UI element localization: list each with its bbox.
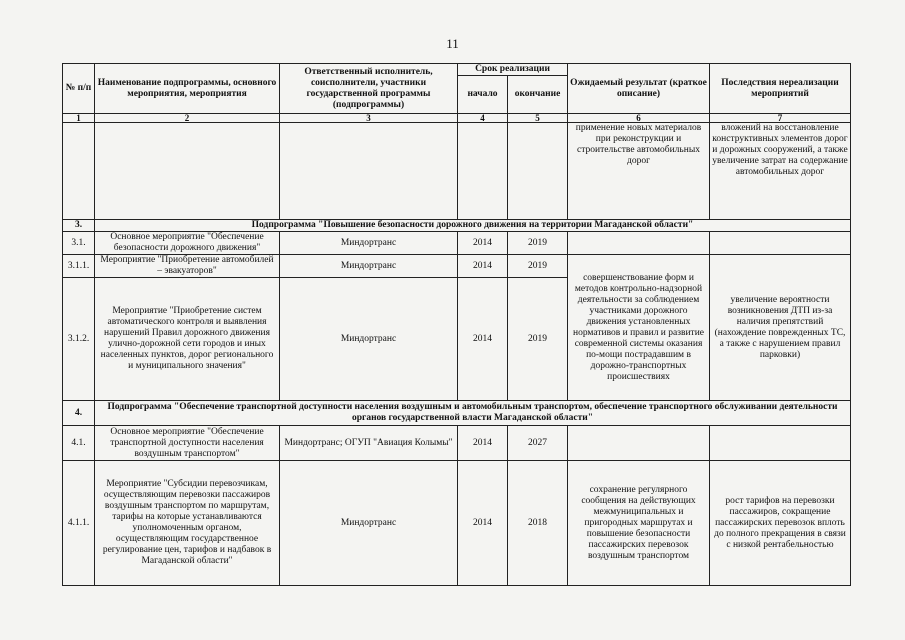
header-start: начало (458, 76, 508, 114)
row-end: 2027 (508, 426, 568, 461)
row-start: 2014 (458, 232, 508, 255)
table-row (63, 426, 851, 461)
section-3-title: Подпрограмма "Повышение безопасности дорожного движения на территории Магаданской области" (95, 220, 851, 232)
header-term: Срок реализации (458, 64, 568, 76)
column-number: 1 (63, 114, 95, 123)
section-4-title: Подпрограмма "Обеспечение транспортной доступности населения воздушным и автомобильным транспортом, обеспечение транспортного обслуживании деятельности органов государственной власти Магаданской области" (95, 401, 851, 426)
section-4-row (63, 401, 851, 426)
continuation-row (63, 123, 851, 220)
column-number-row (63, 114, 851, 123)
row-end: 2018 (508, 461, 568, 586)
column-number: 2 (95, 114, 280, 123)
group-3-consequences: увеличение вероятности возникновения ДТП из-за наличия препятствий (нахождение поврежденных ТС, а также с нарушением правил парковки) (710, 255, 851, 401)
row-result: сохранение регулярного сообщения на действующих межмуниципальных и пригородных маршрутах и повышение безопасности пассажирских перевозок воздушным транспортом (568, 461, 710, 586)
continuation-consequences: вложений на восстановление конструктивных элементов дорог и дорожных сооружений, а также увеличение затрат на содержание автомобильных дорог (710, 123, 851, 220)
column-number: 6 (568, 114, 710, 123)
table-row (63, 232, 851, 255)
header-result: Ожидаемый результат (краткое описание) (568, 64, 710, 114)
row-start: 2014 (458, 278, 508, 401)
row-start: 2014 (458, 255, 508, 278)
column-number: 4 (458, 114, 508, 123)
row-executor: Миндортранс (280, 232, 458, 255)
row-no: 4.1.1. (63, 461, 95, 586)
header-row (63, 64, 851, 76)
row-executor: Миндортранс (280, 461, 458, 586)
row-start: 2014 (458, 461, 508, 586)
group-3-result: совершенствование форм и методов контрольно-надзорной деятельности за соблюдением участниками дорожного движения установленных нормативов и правил и развитие современной системы оказания по-мощи пострадавшим в дорожно-транспортных происшествиях (568, 255, 710, 401)
row-executor: Миндортранс (280, 255, 458, 278)
header-no: № п/п (63, 64, 95, 114)
table-row (63, 255, 851, 278)
row-no: 3.1.1. (63, 255, 95, 278)
page-number: 11 (446, 36, 459, 51)
header-executor: Ответственный исполнитель, соисполнители, участники государственной программы (подпрограммы) (280, 64, 458, 114)
program-table (62, 63, 851, 586)
section-3-no: 3. (63, 220, 95, 232)
table-row (63, 461, 851, 586)
row-consequences: рост тарифов на перевозки пассажиров, сокращение пассажирских перевозок вплоть до полного прекращения в связи с низкой рентабельностью (710, 461, 851, 586)
row-no: 3.1. (63, 232, 95, 255)
row-name: Мероприятие "Приобретение систем автоматического контроля и выявления нарушений Правил дорожного движения улично-дорожной сети городов и иных населенных пунктов, дорог регионального и муниципального значения" (95, 278, 280, 401)
row-no: 4.1. (63, 426, 95, 461)
column-number: 3 (280, 114, 458, 123)
header-end: окончание (508, 76, 568, 114)
header-name: Наименование подпрограммы, основного мероприятия, мероприятия (95, 64, 280, 114)
column-number: 5 (508, 114, 568, 123)
row-executor: Миндортранс; ОГУП "Авиация Колымы" (280, 426, 458, 461)
row-end: 2019 (508, 278, 568, 401)
continuation-result: применение новых материалов при реконструкции и строительстве автомобильных дорог (568, 123, 710, 220)
row-name: Мероприятие "Приобретение автомобилей – эвакуаторов" (95, 255, 280, 278)
row-name: Основное мероприятие "Обеспечение транспортной доступности населения воздушным транспортом" (95, 426, 280, 461)
column-number: 7 (710, 114, 851, 123)
row-start: 2014 (458, 426, 508, 461)
row-name: Мероприятие "Субсидии перевозчикам, осуществляющим перевозки пассажиров воздушным транспортом по маршрутам, тарифы на которые устанавливаются уполномоченным органом, осуществляющим государственное регулирование цен, тарифов и надбавок в Магаданской области" (95, 461, 280, 586)
header-consequences: Последствия нереализации мероприятий (710, 64, 851, 114)
row-no: 3.1.2. (63, 278, 95, 401)
row-executor: Миндортранс (280, 278, 458, 401)
section-4-no: 4. (63, 401, 95, 426)
row-end: 2019 (508, 232, 568, 255)
row-name: Основное мероприятие "Обеспечение безопасности дорожного движения" (95, 232, 280, 255)
row-end: 2019 (508, 255, 568, 278)
section-3-row (63, 220, 851, 232)
